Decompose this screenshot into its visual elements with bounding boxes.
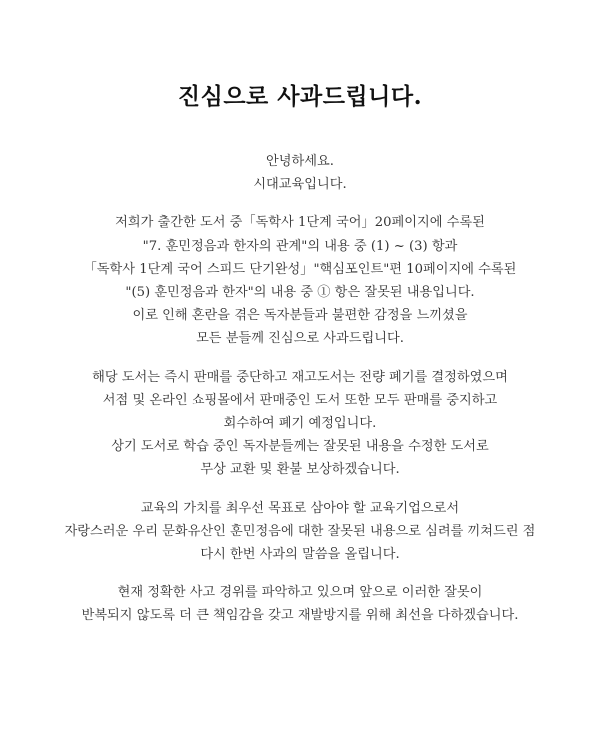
text-line: "(5) 훈민정음과 한자"의 내용 중 ① 항은 잘못된 내용입니다. [125,285,475,301]
text-line: 반복되지 않도록 더 큰 책임감을 갖고 재발방지를 위해 최선을 다하겠습니다. [81,608,519,624]
text-line: 이로 인해 혼란을 겪은 독자분들과 불편한 감정을 느끼셨을 [132,308,468,324]
text-line: 회수하여 폐기 예정입니다. [223,416,377,432]
text-line: 현재 정확한 사고 경위를 파악하고 있으며 앞으로 이러한 잘못이 [117,585,483,601]
text-line: 「독학사 1단계 국어 스피드 단기완성」"핵심포인트"편 10페이지에 수록된 [83,261,517,277]
text-line: 무상 교환 및 환불 보상하겠습니다. [200,462,400,478]
text-line: 모든 분들께 진심으로 사과드립니다. [196,331,404,347]
error-description-paragraph [0,211,600,350]
text-line: 안녕하세요. [266,154,334,169]
text-line: 자랑스러운 우리 문화유산인 훈민정음에 대한 잘못된 내용으로 심려를 끼쳐드린 점 [64,523,536,539]
prevention-paragraph [0,581,600,627]
apology-paragraph [0,497,600,567]
greeting-paragraph [0,150,600,196]
notice-title: 진심으로 사과드립니다. [177,83,423,110]
text-line: 해당 도서는 즉시 판매를 중단하고 재고도서는 전량 폐기를 결정하였으며 [92,369,508,385]
text-line: "7. 훈민정음과 한자의 관계"의 내용 중 (1) ~ (3) 항과 [142,238,458,254]
text-line: 시대교육입니다. [253,177,347,193]
text-line: 상기 도서로 학습 중인 독자분들께는 잘못된 내용을 수정한 도서로 [111,439,489,455]
text-line: 다시 한번 사과의 말씀을 올립니다. [200,547,400,563]
recall-paragraph [0,366,600,482]
text-line: 서점 및 온라인 쇼핑몰에서 판매중인 도서 또한 모두 판매를 중지하고 [102,392,498,408]
notice-body [0,150,600,643]
text-line: 교육의 가치를 최우선 목표로 삼아야 할 교육기업으로서 [140,500,460,516]
text-line: 저희가 출간한 도서 중「독학사 1단계 국어」20페이지에 수록된 [115,215,485,231]
